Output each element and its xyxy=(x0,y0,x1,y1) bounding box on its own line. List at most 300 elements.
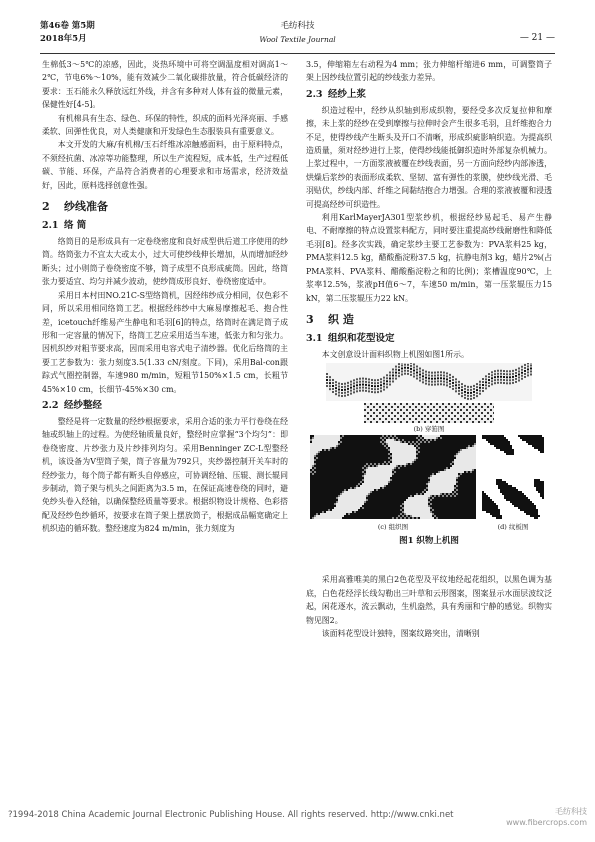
peg-cell xyxy=(504,449,506,451)
weave-cell xyxy=(374,481,376,483)
peg-cell xyxy=(518,493,520,495)
weave-cell xyxy=(412,515,414,517)
draft-dot xyxy=(524,373,526,375)
draft-dot xyxy=(437,378,439,380)
draft-dot xyxy=(365,381,367,383)
weave-cell xyxy=(410,445,412,447)
weave-cell xyxy=(336,503,338,505)
peg-cell xyxy=(540,495,542,497)
peg-cell xyxy=(530,505,532,507)
weave-cell xyxy=(428,481,430,483)
weave-cell xyxy=(312,517,314,519)
weave-cell xyxy=(396,517,398,519)
weave-cell xyxy=(430,439,432,441)
weave-cell xyxy=(366,473,368,475)
weave-cell xyxy=(394,459,396,461)
peg-cell xyxy=(500,441,502,443)
weave-cell xyxy=(394,461,396,463)
weave-cell xyxy=(316,449,318,451)
weave-cell xyxy=(408,453,410,455)
weave-cell xyxy=(394,439,396,441)
weave-cell xyxy=(428,437,430,439)
draft-dot xyxy=(488,373,490,375)
reed-dot xyxy=(406,415,408,417)
weave-cell xyxy=(336,445,338,447)
weave-cell xyxy=(418,495,420,497)
weave-cell xyxy=(464,459,466,461)
peg-cell xyxy=(484,505,486,507)
weave-cell xyxy=(388,475,390,477)
weave-cell xyxy=(398,461,400,463)
weave-cell xyxy=(414,511,416,513)
weave-cell xyxy=(402,453,404,455)
peg-cell xyxy=(486,509,488,511)
weave-cell xyxy=(360,505,362,507)
peg-cell xyxy=(520,491,522,493)
draft-dot xyxy=(332,391,334,393)
weave-cell xyxy=(414,449,416,451)
weave-cell xyxy=(424,517,426,519)
peg-cell xyxy=(536,485,538,487)
weave-cell xyxy=(416,505,418,507)
weave-cell xyxy=(410,503,412,505)
peg-cell xyxy=(520,499,522,501)
weave-cell xyxy=(360,491,362,493)
draft-dot xyxy=(377,385,379,387)
weave-cell xyxy=(458,475,460,477)
weave-cell xyxy=(390,447,392,449)
draft-dot xyxy=(344,395,346,397)
weave-cell xyxy=(416,501,418,503)
weave-cell xyxy=(354,503,356,505)
weave-cell xyxy=(388,445,390,447)
weave-cell xyxy=(324,445,326,447)
weave-cell xyxy=(326,517,328,519)
draft-dot xyxy=(398,372,400,374)
weave-cell xyxy=(382,439,384,441)
weave-cell xyxy=(450,491,452,493)
peg-cell xyxy=(528,443,530,445)
peg-cell xyxy=(488,507,490,509)
draft-dot xyxy=(341,386,343,388)
weave-cell xyxy=(318,515,320,517)
weave-cell xyxy=(358,497,360,499)
peg-cell xyxy=(490,439,492,441)
draft-dot xyxy=(362,378,364,380)
weave-cell xyxy=(470,459,472,461)
draft-dot xyxy=(356,379,358,381)
peg-cell xyxy=(530,513,532,515)
peg-cell xyxy=(516,495,518,497)
weave-cell xyxy=(368,471,370,473)
draft-dot xyxy=(350,387,352,389)
weave-cell xyxy=(418,439,420,441)
weave-cell xyxy=(474,467,476,469)
draft-dot xyxy=(524,370,526,372)
weave-cell xyxy=(470,451,472,453)
weave-cell xyxy=(454,477,456,479)
weave-cell xyxy=(432,487,434,489)
peg-cell xyxy=(524,437,526,439)
weave-cell xyxy=(438,481,440,483)
weave-cell xyxy=(362,499,364,501)
weave-cell xyxy=(434,481,436,483)
peg-cell xyxy=(512,497,514,499)
weave-cell xyxy=(372,483,374,485)
reed-dot xyxy=(463,406,465,408)
weave-cell xyxy=(380,473,382,475)
draft-dot xyxy=(347,385,349,387)
peg-cell xyxy=(524,435,526,437)
peg-cell xyxy=(534,435,536,437)
peg-cell xyxy=(540,487,542,489)
draft-dot xyxy=(467,395,469,397)
weave-cell xyxy=(374,467,376,469)
weave-cell xyxy=(324,443,326,445)
weave-cell xyxy=(418,513,420,515)
weave-cell xyxy=(470,463,472,465)
reed-dot xyxy=(445,406,447,408)
peg-cell xyxy=(494,441,496,443)
peg-cell xyxy=(514,487,516,489)
weave-cell xyxy=(350,499,352,501)
weave-cell xyxy=(468,449,470,451)
weave-cell xyxy=(342,501,344,503)
draft-dot xyxy=(410,368,412,370)
weave-cell xyxy=(428,497,430,499)
weave-cell xyxy=(370,479,372,481)
weave-cell xyxy=(318,451,320,453)
weave-cell xyxy=(382,463,384,465)
weave-cell xyxy=(454,463,456,465)
weave-cell xyxy=(386,473,388,475)
weave-cell xyxy=(474,453,476,455)
draft-dot xyxy=(506,374,508,376)
peg-cell xyxy=(502,491,504,493)
weave-cell xyxy=(396,459,398,461)
peg-cell xyxy=(512,493,514,495)
draft-dot xyxy=(461,395,463,397)
weave-cell xyxy=(446,495,448,497)
draft-dot xyxy=(404,370,406,372)
weave-cell xyxy=(448,477,450,479)
peg-cell xyxy=(510,487,512,489)
draft-dot xyxy=(527,363,529,364)
weave-cell xyxy=(398,467,400,469)
weave-cell xyxy=(332,443,334,445)
weave-cell xyxy=(392,451,394,453)
weave-cell xyxy=(456,461,458,463)
weave-cell xyxy=(354,497,356,499)
weave-cell xyxy=(320,443,322,445)
reed-dot xyxy=(400,415,402,417)
weave-cell xyxy=(328,445,330,447)
draft-dot xyxy=(350,384,352,386)
weave-cell xyxy=(406,445,408,447)
peg-cell xyxy=(506,439,508,441)
weave-cell xyxy=(372,485,374,487)
weave-cell xyxy=(386,465,388,467)
weave-cell xyxy=(310,445,312,447)
weave-cell xyxy=(330,447,332,449)
reed-dot xyxy=(427,412,429,414)
weave-cell xyxy=(390,439,392,441)
draft-dot xyxy=(341,392,343,394)
weave-cell xyxy=(398,455,400,457)
draft-dot xyxy=(467,389,469,391)
draft-dot xyxy=(524,376,526,378)
weave-cell xyxy=(406,501,408,503)
weave-cell xyxy=(410,511,412,513)
draft-dot xyxy=(416,366,418,368)
draft-dot xyxy=(326,376,328,378)
draft-dot xyxy=(464,385,466,387)
weave-cell xyxy=(362,479,364,481)
weave-cell xyxy=(368,491,370,493)
weave-cell xyxy=(434,515,436,517)
weave-cell xyxy=(474,445,476,447)
weave-cell xyxy=(444,479,446,481)
draft-dot xyxy=(530,374,532,376)
weave-cell xyxy=(410,505,412,507)
weave-cell xyxy=(374,471,376,473)
peg-cell xyxy=(532,511,534,513)
weave-cell xyxy=(420,493,422,495)
weave-cell xyxy=(324,515,326,517)
peg-cell xyxy=(528,439,530,441)
weave-cell xyxy=(408,499,410,501)
draft-dot xyxy=(341,389,343,391)
draft-dot xyxy=(383,380,385,382)
weave-cell xyxy=(382,443,384,445)
peg-cell xyxy=(500,487,502,489)
weave-cell xyxy=(346,497,348,499)
weave-cell xyxy=(344,497,346,499)
draft-dot xyxy=(491,384,493,386)
weave-cell xyxy=(470,453,472,455)
peg-cell xyxy=(542,443,544,445)
weave-cell xyxy=(450,481,452,483)
peg-cell xyxy=(538,447,540,449)
peg-cell xyxy=(534,479,536,481)
weave-cell xyxy=(320,517,322,519)
weave-cell xyxy=(334,437,336,439)
weave-cell xyxy=(464,453,466,455)
peg-cell xyxy=(540,493,542,495)
peg-cell xyxy=(520,507,522,509)
peg-cell xyxy=(488,503,490,505)
weave-cell xyxy=(360,497,362,499)
weave-cell xyxy=(336,437,338,439)
weave-cell xyxy=(346,511,348,513)
weave-cell xyxy=(374,477,376,479)
peg-cell xyxy=(532,509,534,511)
reed-dot xyxy=(409,406,411,408)
peg-cell xyxy=(538,437,540,439)
weave-cell xyxy=(450,475,452,477)
weave-cell xyxy=(378,479,380,481)
peg-cell xyxy=(532,437,534,439)
weave-cell xyxy=(382,435,384,437)
reed-dot xyxy=(493,412,494,414)
reed-dot xyxy=(484,409,486,411)
weave-cell xyxy=(358,487,360,489)
weave-cell xyxy=(416,437,418,439)
weave-cell xyxy=(334,515,336,517)
reed-dot xyxy=(451,418,453,420)
draft-dot xyxy=(404,364,406,366)
peg-cell xyxy=(526,501,528,503)
weave-cell xyxy=(400,505,402,507)
weave-cell xyxy=(442,495,444,497)
weave-cell xyxy=(416,493,418,495)
weave-cell xyxy=(378,471,380,473)
weave-cell xyxy=(342,495,344,497)
weave-cell xyxy=(338,495,340,497)
peg-cell xyxy=(540,483,542,485)
weave-cell xyxy=(472,447,474,449)
draft-dot xyxy=(443,375,445,377)
weave-cell xyxy=(390,473,392,475)
copyright-notice: ?1994-2018 China Academic Journal Electronic Publishing House. All rights reserved. http://www.cnki.net xyxy=(8,810,454,820)
peg-cell xyxy=(484,495,486,497)
weave-cell xyxy=(456,453,458,455)
weave-cell xyxy=(454,455,456,457)
weave-cell xyxy=(456,455,458,457)
reed-dot xyxy=(415,418,417,420)
reed-dot xyxy=(397,418,399,420)
peg-cell xyxy=(518,505,520,507)
draft-dot xyxy=(428,372,430,374)
weave-cell xyxy=(360,487,362,489)
weave-cell xyxy=(414,503,416,505)
weave-cell xyxy=(380,485,382,487)
weave-cell xyxy=(412,445,414,447)
weave-cell xyxy=(424,497,426,499)
weave-cell xyxy=(430,477,432,479)
weave-cell xyxy=(314,453,316,455)
weave-cell xyxy=(436,491,438,493)
weave-cell xyxy=(358,503,360,505)
weave-cell xyxy=(424,437,426,439)
weave-cell xyxy=(392,453,394,455)
weave-cell xyxy=(452,473,454,475)
weave-cell xyxy=(386,477,388,479)
draft-dot xyxy=(467,392,469,394)
weave-cell xyxy=(418,447,420,449)
weave-cell xyxy=(464,457,466,459)
weave-cell xyxy=(374,483,376,485)
peg-cell xyxy=(536,437,538,439)
weave-cell xyxy=(406,457,408,459)
reed-dot xyxy=(367,412,369,414)
weave-cell xyxy=(408,509,410,511)
peg-cell xyxy=(506,443,508,445)
draft-dot xyxy=(410,365,412,367)
weave-cell xyxy=(352,503,354,505)
peg-cell xyxy=(508,453,510,455)
weave-cell xyxy=(314,435,316,437)
reed-dot xyxy=(490,403,492,405)
weave-cell xyxy=(458,469,460,471)
draft-dot xyxy=(380,388,382,390)
draft-dot xyxy=(443,381,445,383)
weave-cell xyxy=(452,483,454,485)
draft-dot xyxy=(371,379,373,381)
peg-cell xyxy=(508,493,510,495)
draft-dot xyxy=(416,378,418,380)
peg-cell xyxy=(530,439,532,441)
draft-dot xyxy=(431,378,433,380)
weave-cell xyxy=(398,453,400,455)
weave-cell xyxy=(424,499,426,501)
peg-cell xyxy=(516,503,518,505)
reed-dot xyxy=(403,406,405,408)
weave-cell xyxy=(426,491,428,493)
weave-cell xyxy=(340,517,342,519)
weave-cell xyxy=(378,469,380,471)
weave-cell xyxy=(332,511,334,513)
draft-dot xyxy=(479,393,481,395)
weave-cell xyxy=(312,437,314,439)
peg-cell xyxy=(508,491,510,493)
weave-cell xyxy=(320,435,322,437)
weave-cell xyxy=(322,437,324,439)
weave-cell xyxy=(386,483,388,485)
weave-cell xyxy=(430,479,432,481)
weave-cell xyxy=(396,451,398,453)
weave-cell xyxy=(348,505,350,507)
weave-cell xyxy=(344,509,346,511)
weave-cell xyxy=(424,493,426,495)
weave-cell xyxy=(392,467,394,469)
weave-cell xyxy=(382,487,384,489)
weave-cell xyxy=(318,447,320,449)
page-footer xyxy=(0,806,595,830)
weave-cell xyxy=(328,447,330,449)
weave-cell xyxy=(394,435,396,437)
weave-cell xyxy=(402,445,404,447)
draft-dot xyxy=(419,380,421,382)
weave-cell xyxy=(326,511,328,513)
draft-dot xyxy=(407,367,409,369)
peg-cell xyxy=(534,513,536,515)
peg-cell xyxy=(484,503,486,505)
weave-cell xyxy=(454,471,456,473)
weave-cell xyxy=(390,455,392,457)
weave-cell xyxy=(468,461,470,463)
peg-cell xyxy=(528,435,530,437)
weave-cell xyxy=(382,485,384,487)
weave-cell xyxy=(390,449,392,451)
weave-cell xyxy=(404,453,406,455)
weave-cell xyxy=(384,475,386,477)
weave-cell xyxy=(334,445,336,447)
weave-cell xyxy=(348,513,350,515)
weave-cell xyxy=(388,449,390,451)
draft-dot xyxy=(461,386,463,388)
weave-cell xyxy=(390,467,392,469)
weave-cell xyxy=(390,469,392,471)
weave-cell xyxy=(430,487,432,489)
weave-cell xyxy=(408,507,410,509)
draft-dot xyxy=(419,377,421,379)
peg-cell xyxy=(542,451,544,453)
draft-dot xyxy=(413,373,415,375)
weave-cell xyxy=(456,471,458,473)
weave-cell xyxy=(380,471,382,473)
weave-cell xyxy=(404,463,406,465)
